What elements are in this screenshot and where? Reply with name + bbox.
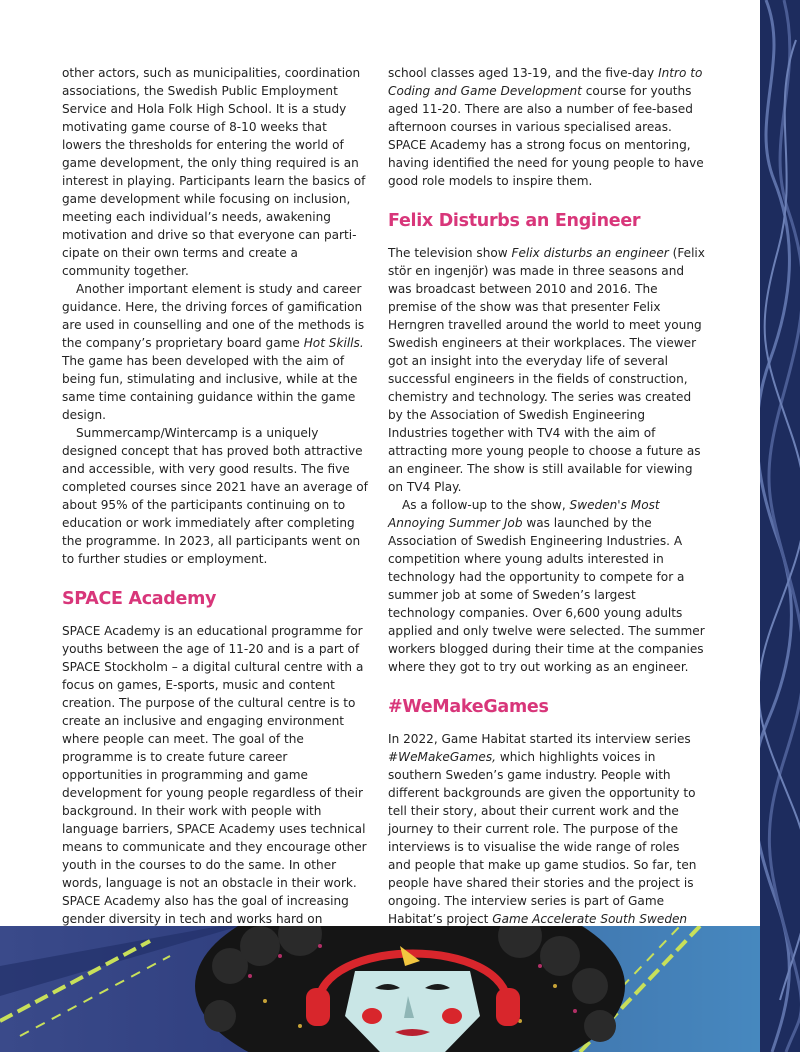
- paragraph: In 2022, Game Habitat started its interview series #WeMakeGames, which highlights voices in southern Sweden’s game industry. People with different backgrounds are given the opportunity to tell their story, about their current work and the journey to their current role. The purpose of the interviews is to visualise the wide range of roles and people that make up game studios. So far, ten people have shared their stories and the project is ongoing. The interview series is part of Game Habitat’s project Game Accelerate South Sweden: [388, 732, 697, 926]
- bottom-illustration: [0, 926, 760, 1052]
- paragraph: SPACE Academy is an educational programme for youths between the age of 11-20 and is a part of SPACE Stockholm – a digital cultural centre with a focus on games, E-sports, music and content creation. The purpose of the cultural centre is to create an inclusive and engaging environment where people can meet. The goal of the programme is to create future career opportunities in programming and game development for young people regardless of their background. In their work with people with language barriers, SPACE Academy uses technical means to communicate and they encourage other youth in the courses to do the same. In other words, language is not an obstacle in their work. SPACE Academy also has the goal of increasing gender diversity in tech and works hard on: [62, 624, 367, 926]
- paragraph: school classes aged 13-19, and the five-day Intro to Coding and Game Development course for youths aged 11-20. There are also a number of fee-based afternoon courses in various specialised areas. SPACE Academy has a strong focus on mentoring, having identified the need for young people to have good role models to inspire them.: [388, 66, 704, 188]
- paragraph: other actors, such as municipalities, coordination associations, the Swedish Public Employment Service and Hola Folk High School. It is a study motivating game course of 8-10 weeks that lowers the thresholds for entering the world of game development, the only thing required is an interest in playing. Participants learn the basics of game development while focusing on inclusion, meeting each individual’s needs, awakening motivation and drive so that everyone can participate on their own terms and create a community together.: [62, 66, 366, 278]
- section-heading-felix: Felix Disturbs an Engineer: [388, 211, 641, 231]
- paragraph: Summercamp/Wintercamp is a uniquely designed concept that has proved both attractive and accessible, with very good results. The five completed courses since 2021 have an average of about 95% of the participants continuing on to education or work immediately after completing the programme. In 2023, all participants went on to further studies or employment.: [62, 426, 368, 566]
- section-heading-space-academy: SPACE Academy: [62, 589, 217, 609]
- side-stripe-decoration: [760, 0, 800, 1052]
- left-column: [62, 64, 368, 1000]
- paragraph: The television show Felix disturbs an engineer (Felix stör en ingenjör) was made in three seasons and was broadcast between 2010 and 2016. The premise of the show was that presenter Felix Herngren travelled around the world to meet young Swedish engineers at their workplaces. The viewer got an insight into the everyday life of several successful engineers in the fields of construction, chemistry and technology. The series was created by the Association of Swedish Engineering Industries together with TV4 with the aim of attracting more young people to choose a future as an engineer. The show is still available for viewing on TV4 Play.: [388, 246, 705, 494]
- paragraph: As a follow-up to the show, Sweden's Most Annoying Summer Job was launched by the Association of Swedish Engineering Industries. A competition where young adults interested in technology had the opportunity to compete for a summer job at some of Sweden’s largest technology companies. Over 6,600 young adults applied and only twelve were selected. The summer workers blogged during their time at the companies where they got to try out working as an engineer.: [388, 498, 705, 674]
- section-heading-wemakegames: #WeMakeGames: [388, 697, 549, 717]
- right-column: [388, 64, 706, 946]
- paragraph: Another important element is study and career guidance. Here, the driving forces of gamification are used in counselling and one of the methods is the company’s proprietary board game Hot Skills. The game has been developed with the aim of being fun, stimulating and inclusive, while at the same time containing guidance within the game design.: [62, 282, 365, 422]
- character-with-headphones-icon: [0, 926, 760, 1052]
- wave-pattern-icon: [760, 0, 800, 1052]
